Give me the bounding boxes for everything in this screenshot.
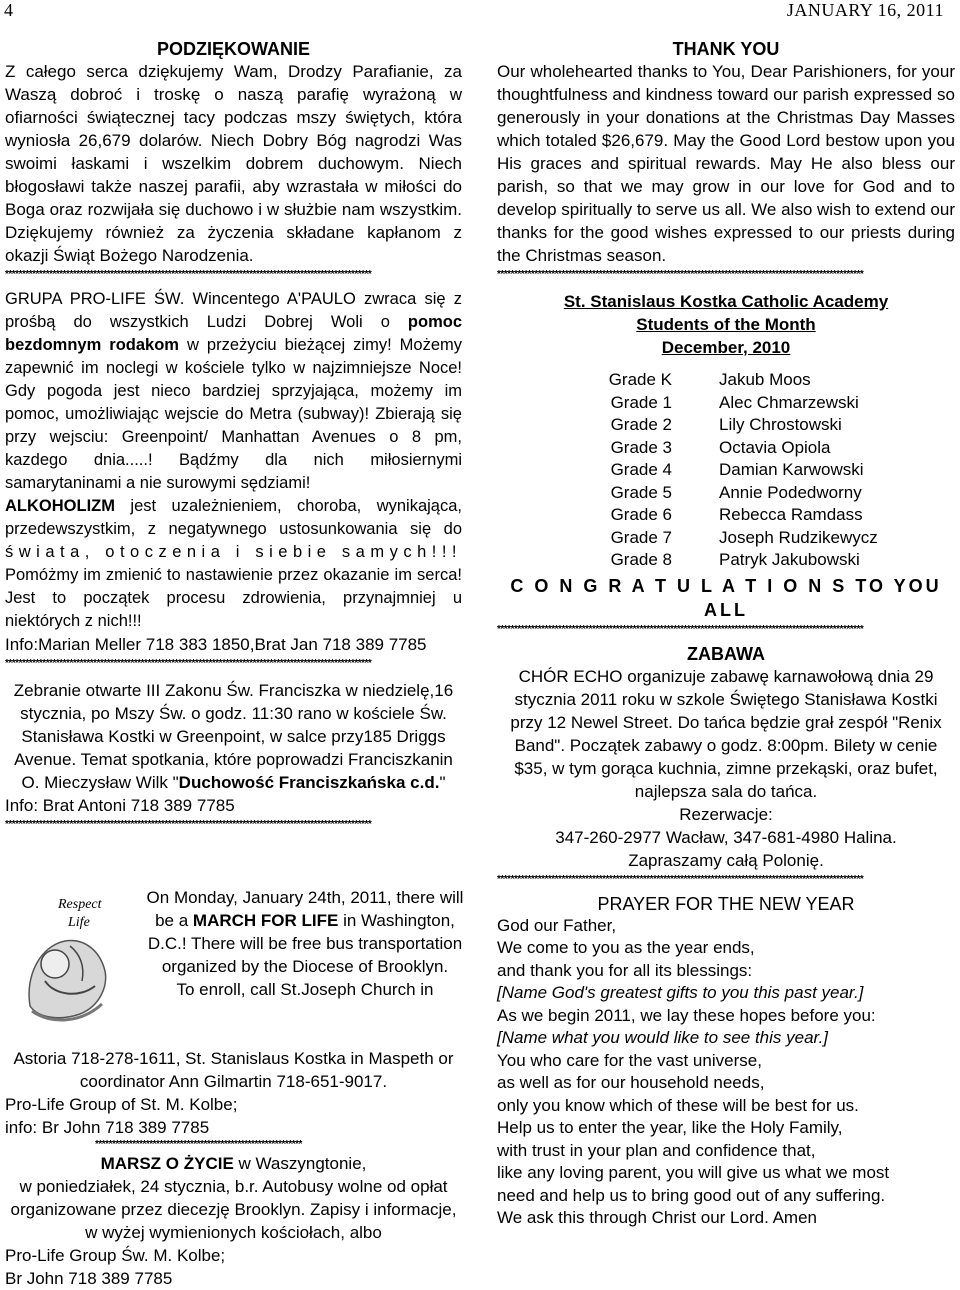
- separator: ************************************************************************************************************: [5, 819, 372, 830]
- grade-row: [497, 392, 955, 415]
- left-column-bottom: [5, 1047, 462, 1290]
- logo-text-respect: Respect: [58, 897, 102, 912]
- student-name: Rebecca Ramdass: [719, 505, 863, 524]
- march-text: On Monday, January 24th, 2011, there will be a: [146, 888, 464, 930]
- zabawa-invite: Zapraszamy całą Polonię.: [628, 850, 824, 870]
- march-text-2: in Washington, D.C.! There will be free bus transportation organized by the Diocese of Brooklyn.: [147, 911, 463, 976]
- prolife-text-2: w przeżyciu bieżącej zimy! Możemy zapewnić im noclegi w kościele tylko w najzimniejsze Noce! Gdy pogoda jest nieco bardziej sprzyjająca, możemy im pomoc, umożliwiając wejscie do Metra (subway)! Zbierają się przy wejsciu: Greenpoint/ Manhattan Avenues o 8 pm, kazdego dnia.....! Bądźmy dla nich miłosiernymi samarytaninami a nie surowymi sędziami!: [5, 336, 463, 492]
- academy-month: December, 2010: [661, 338, 791, 357]
- prayer-line: like any loving parent, you will give us what we most: [497, 1163, 890, 1182]
- prayer-line: [Name what you would like to see this year.]: [497, 1028, 829, 1047]
- franciscan-notice: [5, 679, 462, 794]
- academy-subtitle: Students of the Month: [636, 315, 816, 334]
- separator: ************************************************************************************************************: [5, 658, 372, 669]
- prolife-notice: [5, 288, 462, 495]
- alcoholism-text-2: Pomóżmy im zmienić to nastawienie przez okazanie im serca! Jest to początek procesu zdrowienia, przynajmniej u niektórych z nich!!!: [5, 566, 462, 630]
- separator-short: *************************************************************: [95, 1139, 302, 1150]
- page-number: 4: [4, 0, 13, 20]
- marsz-group: Pro-Life Group Św. M. Kolbe;: [5, 1246, 226, 1265]
- respect-life-logo: [10, 886, 130, 1036]
- prayer-line: only you know which of these will be best for us.: [497, 1095, 859, 1115]
- grade-row: [497, 414, 955, 437]
- student-name: Jakub Moos: [719, 370, 811, 389]
- separator: ************************************************************************************************************: [497, 873, 864, 885]
- separator: ************************************************************************************************************: [497, 269, 864, 280]
- left-column: [5, 38, 462, 838]
- march-info: info: Br John 718 389 7785: [5, 1118, 210, 1137]
- grade-label: Grade K: [608, 370, 672, 389]
- grade-row: [497, 459, 955, 482]
- alcoholism-info: Info:Marian Meller 718 383 1850,Brat Jan 718 389 7785: [5, 635, 427, 654]
- grade-label: Grade 6: [610, 505, 672, 524]
- marsz-text: w Waszyngtonie,: [233, 1154, 367, 1173]
- marsz-contact: Br John 718 389 7785: [5, 1269, 173, 1288]
- students-of-month-list: [497, 369, 955, 572]
- prayer-line: We come to you as the year ends,: [497, 938, 755, 957]
- alcoholism-bold: ALKOHOLIZM: [5, 497, 115, 515]
- prolife-text: GRUPA PRO-LIFE ŚW. Wincentego A'PAULO zwraca się z prośbą do wszystkich Ludzi Dobrej Woli o: [5, 290, 462, 331]
- march-for-life-block: [140, 886, 470, 1001]
- student-name: Alec Chmarzewski: [719, 392, 859, 412]
- prayer-line: We ask this through Christ our Lord. Amen: [497, 1208, 818, 1227]
- separator: ************************************************************************************************************: [497, 623, 864, 635]
- prayer-line: As we begin 2011, we lay these hopes before you:: [497, 1005, 876, 1025]
- grade-row: [497, 527, 955, 550]
- student-name: Octavia Opiola: [719, 437, 831, 457]
- grade-label: Grade 7: [610, 527, 672, 547]
- logo-text-life: Life: [68, 915, 90, 930]
- franciscan-quote: ": [439, 773, 446, 792]
- grade-label: Grade 3: [610, 437, 672, 457]
- prayer-line: as well as for our household needs,: [497, 1073, 765, 1092]
- zabawa-reservations: Rezerwacje:: [679, 804, 773, 824]
- issue-date: JANUARY 16, 2011: [786, 0, 944, 20]
- student-name: Lily Chrostowski: [719, 415, 842, 434]
- thanks-body-pl: Z całego serca dziękujemy Wam, Drodzy Parafianie, za Waszą dobroć i troskę o naszą parafię wyrażoną w ofiarności świątecznej tacy podczas mszy świętych, która wyniosła 26,679 dolarów. Niech Dobry Bóg nagrodzi Was swoimi łaskami i wszelkim dobrem duchowym. Niech błogosławi także naszej parafii, aby wzrastała w miłości do Boga oraz rozwijała się duchowo i w służbie nam wszystkim. Dziękujemy również za życzenia składane kapłanom z okazji Świąt Bożego Narodzenia.: [5, 62, 462, 265]
- marsz-bold: MARSZ O ŻYCIE: [100, 1154, 234, 1173]
- grade-label: Grade 1: [610, 392, 672, 412]
- franciscan-text: Zebranie otwarte III Zakonu Św. Franciszka w niedzielę,16 stycznia, po Mszy Św. o godz. 11:30 rano w kościele Św. Stanisława Kostki w Greenpoint, w salce przy185 Driggs Avenue. Temat spotkania, które poprowadzi Franciszkanin O. Mieczysław Wilk ": [13, 681, 454, 792]
- separator: ************************************************************************************************************: [5, 269, 372, 280]
- prayer-title: PRAYER FOR THE NEW YEAR: [597, 893, 855, 914]
- alcoholism-text: jest uzależnieniem, choroba, wynikająca, przedewszystkim, z negatywnego ustosunkowania się do: [5, 497, 462, 538]
- marsz-body: w poniedziałek, 24 stycznia, b.r. Autobusy wolne od opłat organizowane przez diecezję Brooklyn. Zapisy i informacje, w wyżej wymienionych kościołach, albo: [10, 1177, 457, 1242]
- grade-row: [497, 369, 955, 392]
- prayer-line: need and help us to bring good out of any suffering.: [497, 1185, 886, 1205]
- march-enroll: To enroll, call St.Joseph Church in: [176, 980, 434, 999]
- prayer-line: [Name God's greatest gifts to you this past year.]: [497, 983, 864, 1002]
- grade-row: [497, 504, 955, 527]
- march-prolife-group: Pro-Life Group of St. M. Kolbe;: [5, 1095, 238, 1114]
- student-name: Damian Karwowski: [719, 460, 864, 479]
- prayer-section: [497, 893, 955, 1230]
- prayer-line: with trust in your plan and confidence that,: [497, 1140, 816, 1160]
- march-contacts: Astoria 718-278-1611, St. Stanislaus Kostka in Maspeth or coordinator Ann Gilmartin 718-651-9017.: [13, 1049, 454, 1091]
- prayer-line: and thank you for all its blessings:: [497, 960, 753, 980]
- zabawa-phones: 347-260-2977 Wacław, 347-681-4980 Halina.: [555, 827, 897, 847]
- march-notice: [140, 886, 470, 978]
- marsz-title: [5, 1152, 462, 1175]
- student-name: Patryk Jakubowski: [719, 550, 860, 569]
- franciscan-info: Info: Brat Antoni 718 389 7785: [5, 796, 235, 815]
- congratulations: C O N G R A T U L A T I O N S TO YOU ALL: [510, 575, 942, 620]
- prayer-line: Help us to enter the year, like the Holy Family,: [497, 1118, 843, 1137]
- grade-row: [497, 549, 955, 572]
- prolife-bold: pomoc bezdomnym rodakom: [5, 313, 462, 354]
- academy-title: St. Stanislaus Kostka Catholic Academy: [563, 292, 889, 311]
- march-bold: MARCH FOR LIFE: [192, 911, 339, 930]
- grade-label: Grade 2: [610, 415, 672, 434]
- thanks-title-pl: PODZIĘKOWANIE: [156, 39, 310, 59]
- alcoholism-notice: [5, 495, 462, 633]
- grade-row: [497, 482, 955, 505]
- zabawa-body: CHÓR ECHO organizuje zabawę karnawołową dnia 29 stycznia 2011 roku w szkole Świętego Stanisława Kostki przy 12 Newel Street. Do tańca będzie grał zespół "Renix Band". Początek zabawy o godz. 8:00pm. Bilety w cenie $35, w tym gorąca kuchnia, zimne przekąski, oraz bufet, najlepsza sala do tańca.: [510, 666, 942, 801]
- grade-row: [497, 437, 955, 460]
- right-column: [497, 38, 955, 1230]
- zabawa-title: ZABAWA: [687, 643, 765, 664]
- grade-label: Grade 4: [610, 460, 672, 479]
- grade-label: Grade 8: [610, 550, 672, 569]
- student-name: Joseph Rudzikewycz: [719, 527, 878, 547]
- alcoholism-spaced: świata, otoczenia i siebie samych!!!: [5, 543, 462, 561]
- page-header: [0, 0, 960, 24]
- prayer-line: You who care for the vast universe,: [497, 1050, 762, 1070]
- prayer-line: God our Father,: [497, 915, 617, 935]
- student-name: Annie Podedworny: [719, 482, 862, 502]
- thanks-body-en: Our wholehearted thanks to You, Dear Parishioners, for your thoughtfulness and kindness toward our parish expressed so generously in your donations at the Christmas Day Masses which totaled $26,679. May the Good Lord bestow upon you His graces and spiritual rewards. May He also bless our parish, so that we may grow in our love for God and to develop spiritually to serve us all. We also wish to extend our thanks for the good wishes expressed to our priests during the Christmas season.: [497, 62, 955, 265]
- grade-label: Grade 5: [610, 482, 672, 502]
- thanks-title-en: THANK YOU: [672, 39, 780, 59]
- franciscan-bold: Duchowość Franciszkańska c.d.: [178, 773, 440, 792]
